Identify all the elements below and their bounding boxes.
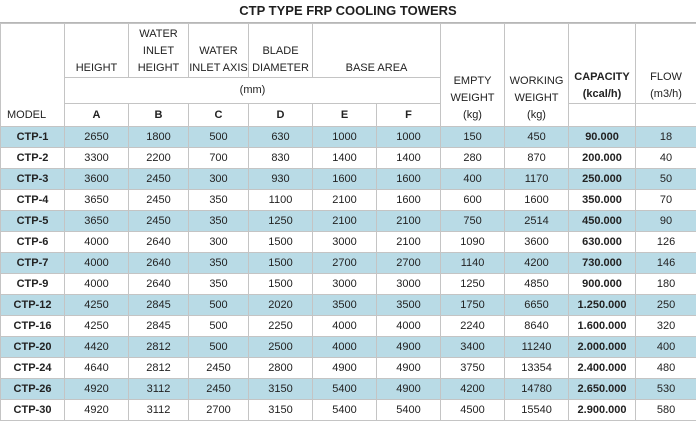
working-weight-cell: 1600 [505, 190, 569, 211]
base-area-e-cell: 3500 [313, 295, 377, 316]
model-cell: CTP-26 [1, 379, 65, 400]
working-weight-cell: 15540 [505, 400, 569, 421]
capacity-cell: 900.000 [569, 274, 636, 295]
empty-weight-line-3: (kg) [441, 107, 504, 124]
working-weight-cell: 6650 [505, 295, 569, 316]
base-area-e-cell: 4000 [313, 316, 377, 337]
empty-weight-line-1: EMPTY [441, 73, 504, 90]
col-letter-d: D [249, 104, 313, 127]
working-weight-line-1: WORKING [505, 73, 568, 90]
height-cell: 4640 [65, 358, 129, 379]
base-area-f-cell: 1600 [377, 169, 441, 190]
height-cell: 3300 [65, 148, 129, 169]
height-cell: 4250 [65, 295, 129, 316]
empty-weight-cell: 1140 [441, 253, 505, 274]
table-row [1, 316, 696, 337]
blade-diameter-cell: 1500 [249, 253, 313, 274]
water-inlet-height-line-1: WATER [129, 26, 188, 43]
height-cell: 4920 [65, 400, 129, 421]
empty-weight-cell: 4500 [441, 400, 505, 421]
empty-weight-cell: 150 [441, 127, 505, 148]
capacity-cell: 2.900.000 [569, 400, 636, 421]
height-cell: 4920 [65, 379, 129, 400]
base-area-e-cell: 1000 [313, 127, 377, 148]
table-row [1, 232, 696, 253]
water-inlet-axis-line-1: WATER [189, 43, 248, 60]
table-row [1, 190, 696, 211]
blade-diameter-cell: 2020 [249, 295, 313, 316]
blade-diameter-cell: 930 [249, 169, 313, 190]
base-area-f-cell: 4900 [377, 379, 441, 400]
model-cell: CTP-20 [1, 337, 65, 358]
blade-diameter-cell: 1500 [249, 232, 313, 253]
water-inlet-axis-cell: 2450 [189, 358, 249, 379]
height-cell: 4000 [65, 253, 129, 274]
water-inlet-height-cell: 2640 [129, 274, 189, 295]
capacity-cell: 350.000 [569, 190, 636, 211]
height-cell: 2650 [65, 127, 129, 148]
model-cell: CTP-6 [1, 232, 65, 253]
water-inlet-axis-cell: 500 [189, 295, 249, 316]
flow-cell: 400 [636, 337, 696, 358]
base-area-f-cell: 2700 [377, 253, 441, 274]
empty-weight-cell: 600 [441, 190, 505, 211]
flow-cell: 250 [636, 295, 696, 316]
base-area-e-cell: 5400 [313, 400, 377, 421]
table-row [1, 337, 696, 358]
blade-diameter-cell: 630 [249, 127, 313, 148]
empty-weight-cell: 3750 [441, 358, 505, 379]
working-weight-cell: 3600 [505, 232, 569, 253]
table-row [1, 358, 696, 379]
water-inlet-height-cell: 3112 [129, 400, 189, 421]
table-row [1, 295, 696, 316]
model-cell: CTP-12 [1, 295, 65, 316]
col-letter-b: B [129, 104, 189, 127]
capacity-line-2: (kcal/h) [569, 86, 635, 103]
height-cell: 4000 [65, 274, 129, 295]
height-cell: 4250 [65, 316, 129, 337]
flow-cell: 146 [636, 253, 696, 274]
base-area-f-cell: 5400 [377, 400, 441, 421]
base-area-header: BASE AREA [313, 24, 441, 78]
blade-diameter-line-2: DIAMETER [249, 60, 312, 77]
base-area-f-cell: 1000 [377, 127, 441, 148]
flow-cell: 530 [636, 379, 696, 400]
water-inlet-axis-cell: 500 [189, 337, 249, 358]
base-area-f-cell: 3000 [377, 274, 441, 295]
table-row [1, 127, 696, 148]
blade-diameter-cell: 830 [249, 148, 313, 169]
cooling-tower-table [0, 23, 696, 421]
base-area-f-cell: 4900 [377, 358, 441, 379]
capacity-cell: 2.000.000 [569, 337, 636, 358]
table-body [1, 127, 696, 421]
base-area-f-cell: 4900 [377, 337, 441, 358]
model-header: MODEL [1, 24, 65, 127]
capacity-cell: 730.000 [569, 253, 636, 274]
model-cell: CTP-24 [1, 358, 65, 379]
col-letter-e: E [313, 104, 377, 127]
height-header-text: HEIGHT [65, 60, 128, 77]
base-area-e-cell: 2100 [313, 190, 377, 211]
blade-diameter-line-1: BLADE [249, 43, 312, 60]
water-inlet-height-cell: 3112 [129, 379, 189, 400]
capacity-cell: 200.000 [569, 148, 636, 169]
water-inlet-axis-cell: 700 [189, 148, 249, 169]
base-area-e-cell: 1400 [313, 148, 377, 169]
empty-weight-cell: 750 [441, 211, 505, 232]
working-weight-cell: 2514 [505, 211, 569, 232]
col-letter-f: F [377, 104, 441, 127]
capacity-cell: 630.000 [569, 232, 636, 253]
table-row [1, 169, 696, 190]
capacity-cell: 2.650.000 [569, 379, 636, 400]
mm-unit-header: (mm) [65, 77, 441, 104]
flow-cell: 180 [636, 274, 696, 295]
water-inlet-axis-header [189, 24, 249, 78]
table-row [1, 211, 696, 232]
base-area-e-cell: 4000 [313, 337, 377, 358]
flow-cell: 126 [636, 232, 696, 253]
base-area-f-cell: 1400 [377, 148, 441, 169]
blade-diameter-cell: 1250 [249, 211, 313, 232]
capacity-subheader [569, 104, 636, 127]
flow-line-2: (m3/h) [636, 86, 696, 103]
water-inlet-height-cell: 2450 [129, 190, 189, 211]
working-weight-cell: 11240 [505, 337, 569, 358]
flow-header [636, 24, 696, 104]
base-area-e-cell: 1600 [313, 169, 377, 190]
height-cell: 4420 [65, 337, 129, 358]
working-weight-cell: 870 [505, 148, 569, 169]
base-area-f-cell: 3500 [377, 295, 441, 316]
table-row [1, 379, 696, 400]
base-area-f-cell: 1600 [377, 190, 441, 211]
base-area-e-cell: 2700 [313, 253, 377, 274]
water-inlet-axis-cell: 2450 [189, 379, 249, 400]
empty-weight-cell: 280 [441, 148, 505, 169]
flow-line-1: FLOW [636, 69, 696, 86]
model-cell: CTP-2 [1, 148, 65, 169]
empty-weight-header [441, 24, 505, 127]
working-weight-cell: 4850 [505, 274, 569, 295]
col-letter-a: A [65, 104, 129, 127]
flow-cell: 18 [636, 127, 696, 148]
water-inlet-height-cell: 2450 [129, 169, 189, 190]
water-inlet-axis-cell: 500 [189, 127, 249, 148]
base-area-e-cell: 3000 [313, 274, 377, 295]
capacity-header [569, 24, 636, 104]
water-inlet-axis-cell: 300 [189, 232, 249, 253]
table-title: CTP TYPE FRP COOLING TOWERS [0, 0, 696, 23]
base-area-f-cell: 2100 [377, 211, 441, 232]
height-header [65, 24, 129, 78]
working-weight-cell: 450 [505, 127, 569, 148]
capacity-cell: 450.000 [569, 211, 636, 232]
water-inlet-axis-line-2: INLET AXIS [189, 60, 248, 77]
water-inlet-height-cell: 2812 [129, 337, 189, 358]
capacity-cell: 1.600.000 [569, 316, 636, 337]
table-row [1, 148, 696, 169]
blade-diameter-cell: 3150 [249, 379, 313, 400]
flow-subheader [636, 104, 696, 127]
model-cell: CTP-7 [1, 253, 65, 274]
working-weight-cell: 8640 [505, 316, 569, 337]
flow-cell: 580 [636, 400, 696, 421]
water-inlet-height-line-3: HEIGHT [129, 60, 188, 77]
model-cell: CTP-30 [1, 400, 65, 421]
water-inlet-height-line-2: INLET [129, 43, 188, 60]
base-area-f-cell: 2100 [377, 232, 441, 253]
empty-weight-cell: 3400 [441, 337, 505, 358]
blade-diameter-cell: 2500 [249, 337, 313, 358]
height-cell: 3650 [65, 211, 129, 232]
water-inlet-height-header [129, 24, 189, 78]
model-cell: CTP-5 [1, 211, 65, 232]
water-inlet-height-cell: 2640 [129, 232, 189, 253]
base-area-e-cell: 2100 [313, 211, 377, 232]
capacity-cell: 2.400.000 [569, 358, 636, 379]
empty-weight-cell: 4200 [441, 379, 505, 400]
water-inlet-axis-cell: 500 [189, 316, 249, 337]
empty-weight-cell: 1250 [441, 274, 505, 295]
blade-diameter-cell: 2800 [249, 358, 313, 379]
water-inlet-axis-cell: 300 [189, 169, 249, 190]
table-row [1, 400, 696, 421]
water-inlet-height-cell: 2450 [129, 211, 189, 232]
water-inlet-axis-cell: 350 [189, 253, 249, 274]
blade-diameter-cell: 1100 [249, 190, 313, 211]
model-cell: CTP-3 [1, 169, 65, 190]
capacity-cell: 1.250.000 [569, 295, 636, 316]
model-cell: CTP-4 [1, 190, 65, 211]
empty-weight-cell: 1090 [441, 232, 505, 253]
base-area-e-cell: 4900 [313, 358, 377, 379]
height-cell: 3650 [65, 190, 129, 211]
working-weight-cell: 14780 [505, 379, 569, 400]
capacity-cell: 250.000 [569, 169, 636, 190]
water-inlet-axis-cell: 350 [189, 190, 249, 211]
flow-cell: 90 [636, 211, 696, 232]
model-cell: CTP-1 [1, 127, 65, 148]
flow-cell: 320 [636, 316, 696, 337]
empty-weight-cell: 1750 [441, 295, 505, 316]
model-cell: CTP-9 [1, 274, 65, 295]
water-inlet-height-cell: 2812 [129, 358, 189, 379]
empty-weight-line-2: WEIGHT [441, 90, 504, 107]
water-inlet-axis-cell: 2700 [189, 400, 249, 421]
flow-cell: 480 [636, 358, 696, 379]
empty-weight-cell: 2240 [441, 316, 505, 337]
blade-diameter-cell: 1500 [249, 274, 313, 295]
water-inlet-height-cell: 2200 [129, 148, 189, 169]
capacity-cell: 90.000 [569, 127, 636, 148]
table-row [1, 274, 696, 295]
model-cell: CTP-16 [1, 316, 65, 337]
water-inlet-height-cell: 2845 [129, 316, 189, 337]
flow-cell: 40 [636, 148, 696, 169]
blade-diameter-header [249, 24, 313, 78]
height-cell: 3600 [65, 169, 129, 190]
base-area-f-cell: 4000 [377, 316, 441, 337]
col-letter-c: C [189, 104, 249, 127]
height-cell: 4000 [65, 232, 129, 253]
base-area-e-cell: 5400 [313, 379, 377, 400]
base-area-e-cell: 3000 [313, 232, 377, 253]
water-inlet-height-cell: 2640 [129, 253, 189, 274]
empty-weight-cell: 400 [441, 169, 505, 190]
working-weight-cell: 1170 [505, 169, 569, 190]
working-weight-line-2: WEIGHT [505, 90, 568, 107]
water-inlet-axis-cell: 350 [189, 274, 249, 295]
water-inlet-height-cell: 1800 [129, 127, 189, 148]
capacity-line-1: CAPACITY [569, 69, 635, 86]
blade-diameter-cell: 2250 [249, 316, 313, 337]
flow-cell: 70 [636, 190, 696, 211]
table-row [1, 253, 696, 274]
working-weight-line-3: (kg) [505, 107, 568, 124]
water-inlet-axis-cell: 350 [189, 211, 249, 232]
water-inlet-height-cell: 2845 [129, 295, 189, 316]
working-weight-cell: 4200 [505, 253, 569, 274]
flow-cell: 50 [636, 169, 696, 190]
working-weight-cell: 13354 [505, 358, 569, 379]
blade-diameter-cell: 3150 [249, 400, 313, 421]
working-weight-header [505, 24, 569, 127]
